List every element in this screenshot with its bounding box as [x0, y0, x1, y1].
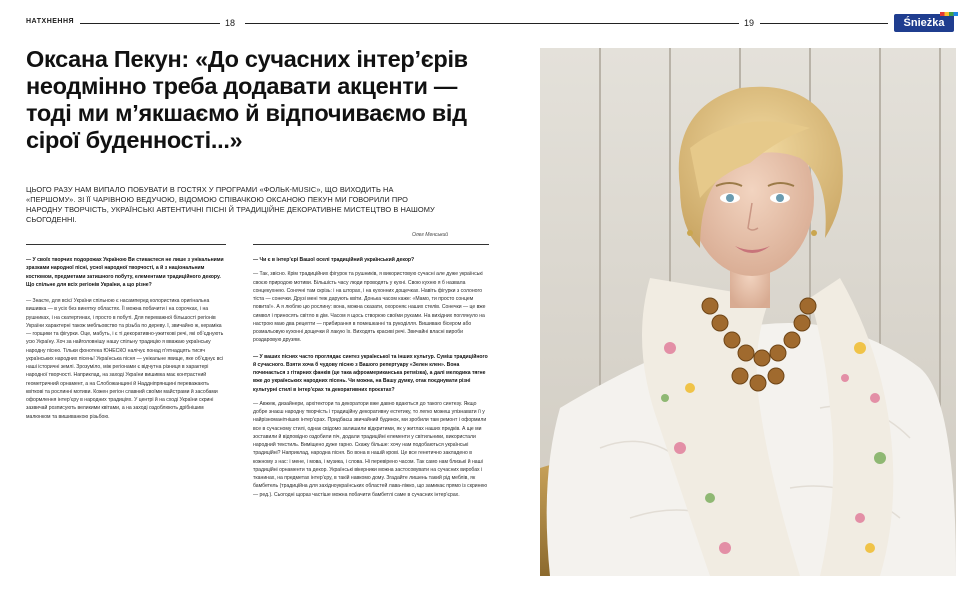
- section-label: НАТХНЕННЯ: [26, 18, 75, 25]
- header-rule-right: [760, 23, 888, 24]
- question-3: — У ваших піснях часто проглядає синтез української та інших культур. Суміш традиційного й сучасного. Взяти хоча б чудову пісню з Вашого репертуару «Зелен клен». Вона починається з гітарних фанків (це така афроамериканська ретмізка), а далі мелодика тягне вже до українських народних пісень. Чи можна, на Вашу думку, отак поєднувати різні культурні стилі в інтер’єрах та декоративних проєктах?: [253, 353, 488, 393]
- header-rule-left: [80, 23, 220, 24]
- question-1: — У своїх творчих подорожах Україною Ви стикаєтеся не лише з унікальними зразками народної пісні, усної народної творчості, а й з національним костюмом, предметами затишного побуту, елементами традиційного декору. Що спільне для всіх регіонів України, а що різне?: [26, 257, 224, 288]
- page-number-right: 19: [744, 18, 755, 28]
- question-2: — Чи є в інтер’єрі Вашої оселі традиційний український декор?: [253, 257, 415, 263]
- text-column-right: [253, 256, 489, 499]
- article-lead: ЦЬОГО РАЗУ НАМ ВИПАЛО ПОБУВАТИ В ГОСТЯХ У ПРОГРАМИ «ФОЛЬК-MUSIC», ЩО ВИХОДИТЬ НА «ПЕРШОМУ». ЗІ ЇЇ ЧАРІВНОЮ ВЕДУЧОЮ, ВІДОМОЮ СПІВАЧКОЮ ОКСАНОЮ ПЕКУН МИ ГОВОРИЛИ ПРО НАРОДНУ ТВОРЧІСТЬ, УКРАЇНСЬКІ АВТЕНТИЧНІ ПІСНІ Й ТРАДИЦІЙНЕ ДЕКОРАТИВНЕ МИСТЕЦТВО В НАШОМУ СЬОГОДЕННІ.: [26, 185, 435, 224]
- header-rule-middle: [245, 23, 739, 24]
- photo-credit: Олег Менський: [412, 232, 449, 238]
- answer-1: — Знаєте, для всієї України спільною є насамперед колористика оригінальна вишивка — в усіх без винятку областях. Її можна побачити і на сорочках, і на рушниках, і на скатертинах, і просто в побуті. Для переважної більшості регіонів України характерні також мебльовство та різьба по дереву. І, звичайно ж, кераміка — горщики та фігурки. Оце, мабуть, і є ті декоративно-ужиткові речі, які об’єднують усю Україну. Хоч за найголовнішу нашу спільну традицію я вважаю українську народну пісню. Тільки фонотека ЮНЕСКО налічує понад п’ятнадцять тисяч українських народних пісень! Українська пісня — унікальне явище, яке об’єднує всі наші історичні землі. Зрозуміло, між регіонами є відчутна різниця в характері народної творчості. Наприклад, на заході України вишивка має контрастний геометричний орнамент, а на Слобожанщині й Наддніпрянщині переважають квіткові та рослинні мотиви. Кожен регіон славний своїми майстрами й засобами оформлення інтер’єру в народних традиціях. У центрі й на сході України скрині зазвичай розписують великими квітами, а на заході оздоблюють дрібнішим малюнком та вишиванкою різьбою.: [26, 298, 224, 420]
- page-number-left: 18: [225, 18, 236, 28]
- answer-2: — Так, звісно. Крім традиційних фігурок та рушників, я використовую сучасні але дуже українські своєю природою мотиви. Більшість часу люди проводять у кухні. Свою кухню я б назвала сонцекухнею. Сонячні там скрізь: і на шторах, і на кухонних дощечках. Навіть фігурки з солоного тіста — сонечки. Друзі мені теж дарують квіти. Донька часом каже: «Мамо, ти просто сонцем повита!». А я люблю цю рослину: вона, можна сказати, охороняє наших стелів. Сонечки — це вже символ і приносять світло в дім. Часом я щось створюю своїми руками. На вихідних поглянуло на настрою маю два рецепти — прибирання в помешканні та рукоділля. Вишиваю бісером або розмальовую кухонні дощечки й лакую їх. Виходять красиві речі. Звичайні власні вироби роздаровую друзям.: [253, 271, 486, 344]
- brand-logo-dots-icon: [940, 12, 958, 16]
- portrait-illustration: [540, 48, 956, 576]
- column-rule-right: [253, 244, 489, 245]
- portrait-photo: [540, 48, 956, 576]
- column-rule-left: [26, 244, 226, 245]
- text-column-left: [26, 256, 226, 421]
- answer-3: — Авжеж, дизайнери, архітектори та декоратори вже давно вдаються до такого синтезу. Якщо добре знаєш народну творчість і традиційну декоративну естетику, то легко можеш упізнавати її у найрізноманітніших інтер’єрах. Придбаєш звичайний будинок, ми зробили там ремонт і оформили все в сучасному стилі, однак свідомо залишили відкритими, як у житлах наших предків. А ще ми зоставили й відповідно оздобили піч, додали традиційні елементи у світильники, використали народний текстиль. Виміщено дуже гарно. Скажу більше: хочу нам подобаються українські традиційні? Наприклад, народна пісня. Бо вона в нашій крові. Це все генетично закладено в кожному з нас: і мене, і мова, і музика, і слова. Ні перевірено часом. Так само нам близькі й наші традиційні орнаменти та декор. Українські вікерники можна застосовувати на сучасних виробах і тканинах, на предметах інтер’єру, в такій навкомо дому. Згадайте лишень такий рід меблів, як бамбетель (традиційна для західноукраїнських областей лава-ліжко, що замикає прямо із скринею — ред.). Сьогодні щораз частіше можна побачити бамбетлі саме в сучасних інтер’єрах.: [253, 400, 488, 498]
- article-title: Оксана Пекун: «До сучасних інтер’єрів неодмінно треба додавати акценти — тоді ми м’якшаємо й відпочиваємо від сірої буденності...»: [26, 46, 468, 154]
- brand-logo: Śnieżka: [894, 14, 954, 32]
